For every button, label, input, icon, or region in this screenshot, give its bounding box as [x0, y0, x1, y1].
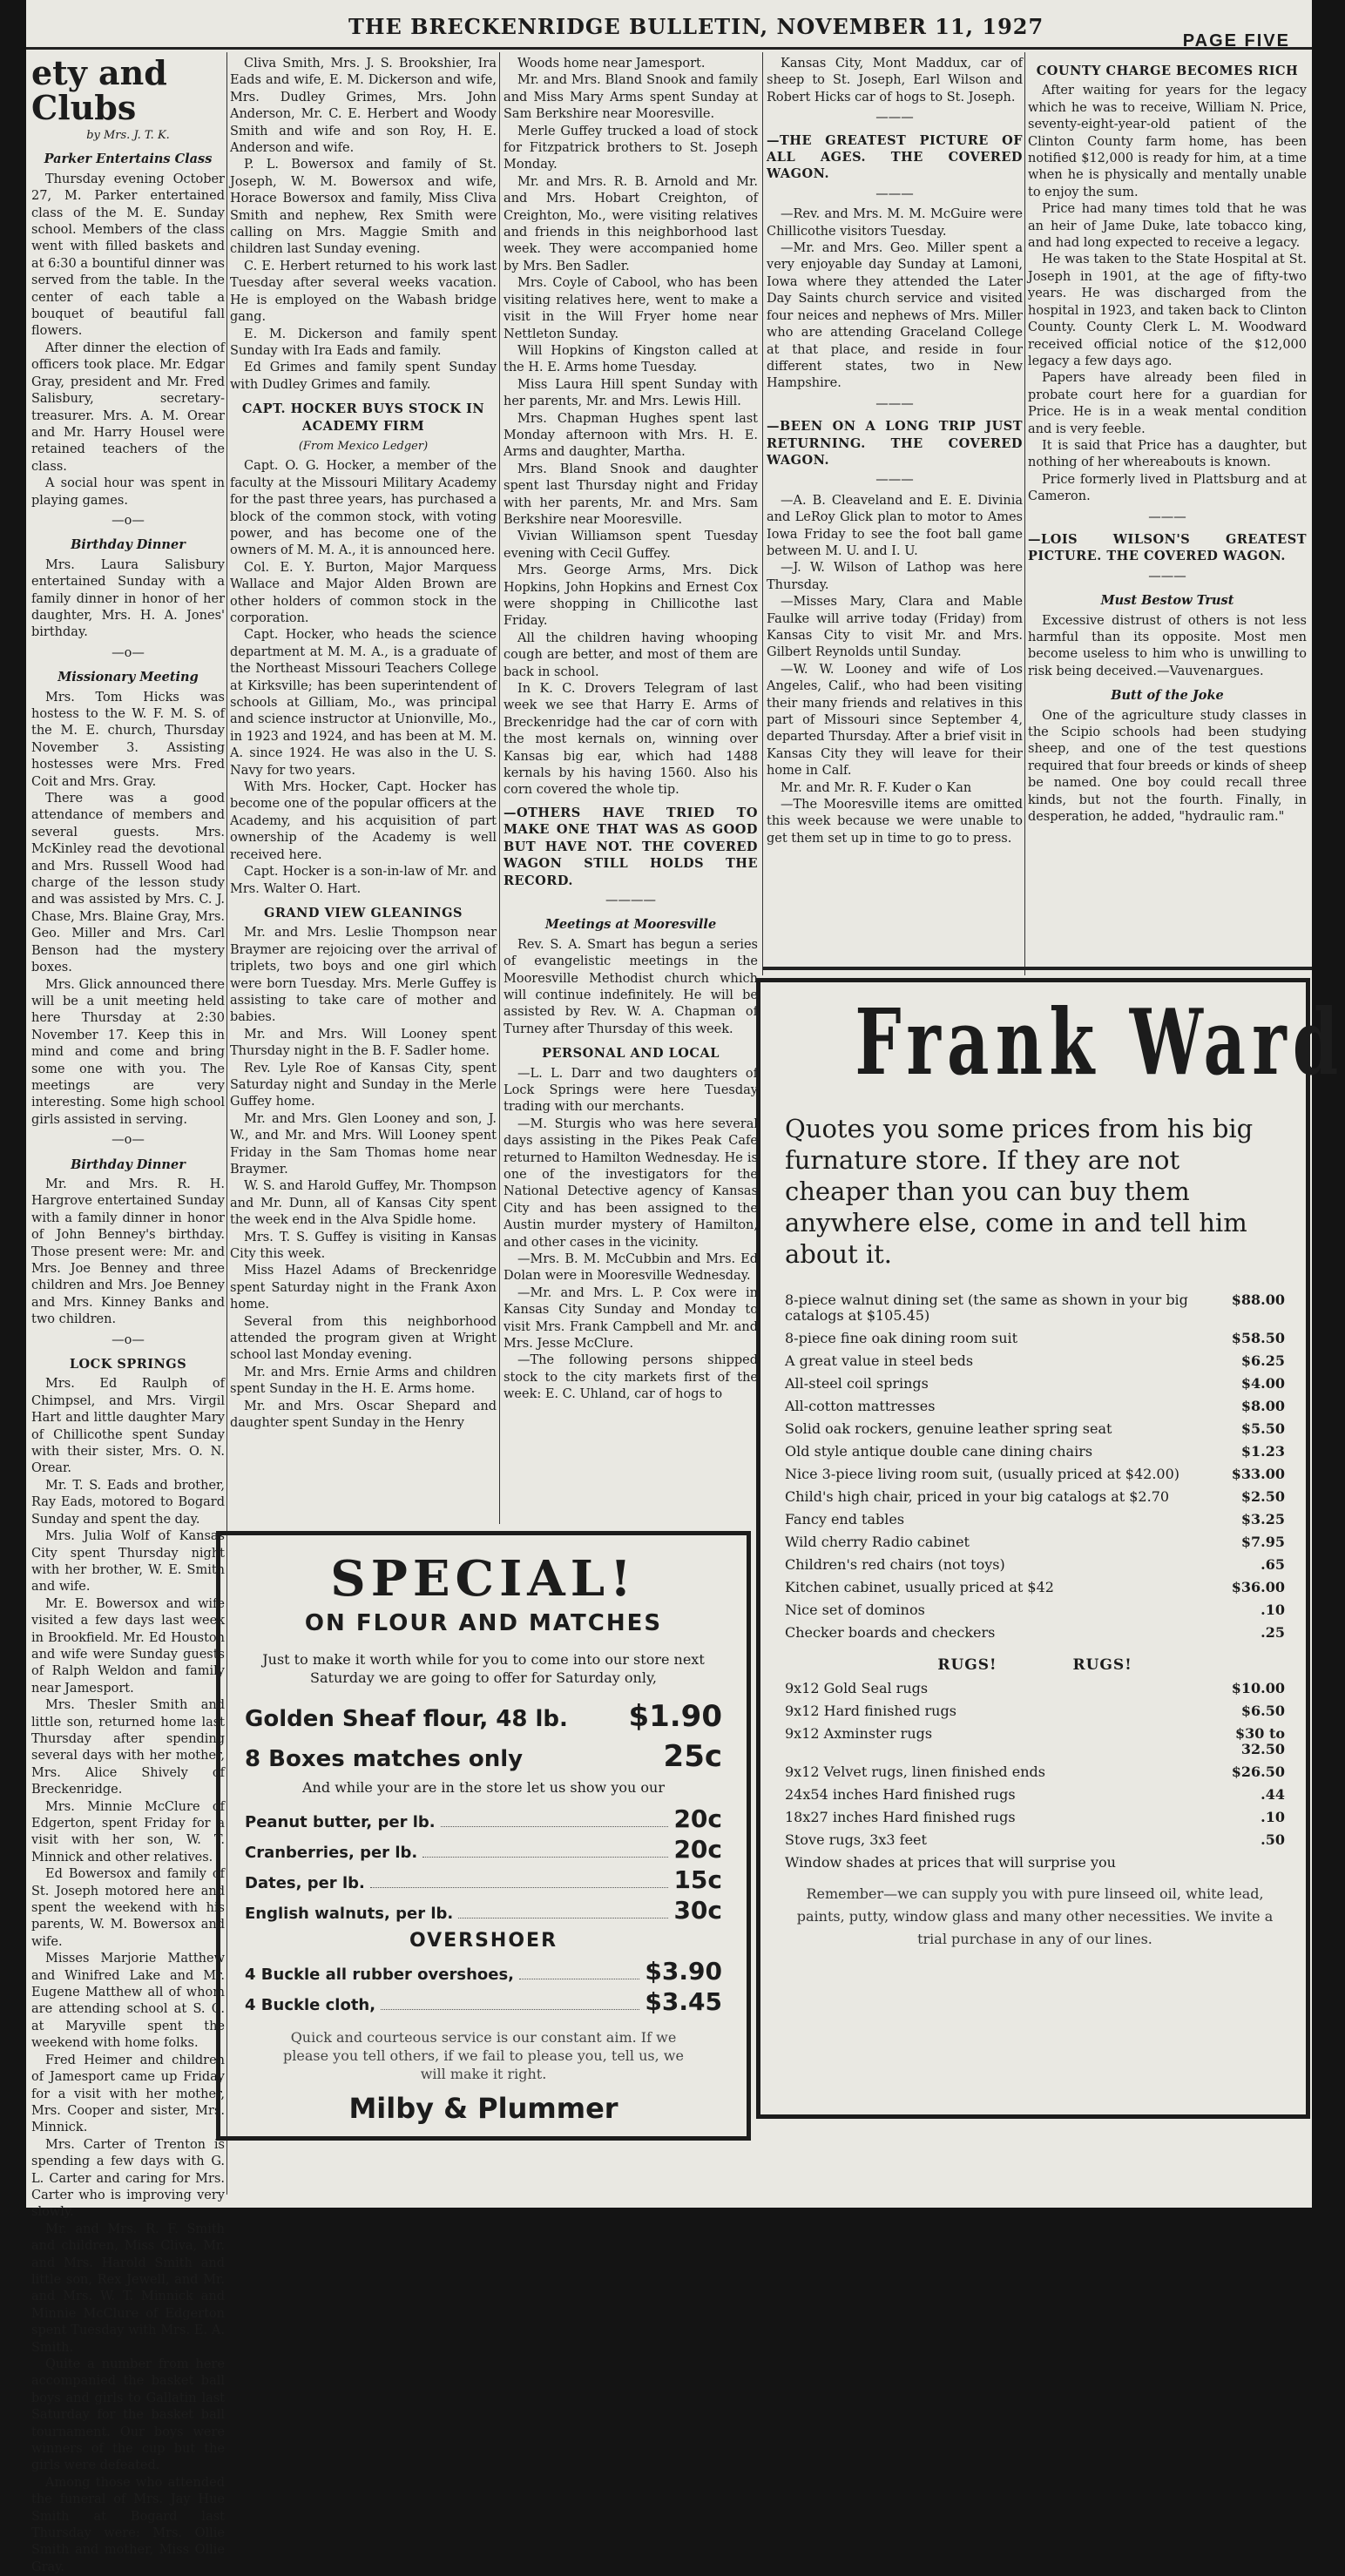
- item-price: $6.25: [1240, 1352, 1285, 1369]
- column-3: [504, 56, 758, 1532]
- special-ad: [216, 1531, 751, 2141]
- item-price: $58.50: [1231, 1330, 1285, 1346]
- item-price: $1.23: [1240, 1443, 1285, 1460]
- item-label: Child's high chair, priced in your big catalogs at $2.70: [785, 1488, 1170, 1505]
- rugs-heading-right: RUGS!: [1072, 1656, 1132, 1674]
- item-price: $4.00: [1240, 1375, 1285, 1392]
- special-item: [245, 1957, 722, 1986]
- special-main-item: [245, 1699, 722, 1734]
- article-heading: COUNTY CHARGE BECOMES RICH: [1036, 64, 1299, 78]
- paragraph: Col. E. Y. Burton, Major Marquess Wallace and Major Alden Brown are other holders of common stock in the corporation.: [230, 560, 497, 625]
- special-title: SPECIAL!: [330, 1550, 637, 1608]
- item-label: Fancy end tables: [785, 1511, 905, 1527]
- item-label: Old style antique double cane dining chairs: [785, 1443, 1093, 1460]
- paragraph: After dinner the election of officers took place. Mr. Edgar Gray, president and Mr. Fred Salisbury, secretary-treasurer. Mrs. A. M. Orear and Mr. Harry Housel were retained teachers of the class.: [31, 341, 225, 474]
- paragraph: Mrs. Thesler Smith and little son, returned home last Thursday after spending several days with her mother, Mrs. Alice Shively of Breckenridge.: [31, 1698, 225, 1797]
- article-heading: Birthday Dinner: [71, 1157, 186, 1172]
- item-label: Peanut butter, per lb.: [245, 1813, 436, 1831]
- leader: [370, 1887, 669, 1888]
- ward-item-row: [785, 1534, 1285, 1550]
- covered-wagon-notice: —BEEN ON A LONG TRIP JUST RETURNING. THE COVERED WAGON.: [767, 419, 1023, 468]
- divider: —o—: [112, 645, 145, 660]
- item-label: 9x12 Axminster rugs: [785, 1725, 933, 1742]
- ward-item-row: [785, 1399, 1285, 1414]
- paragraph: Mrs. Minnie McClure of Edgerton, spent Friday for a visit with her son, W. T. Minnick and other relatives.: [31, 1799, 225, 1865]
- item-price: $5.50: [1240, 1420, 1285, 1437]
- article-heading: Butt of the Joke: [1111, 688, 1224, 704]
- divider: ———: [875, 186, 914, 201]
- article-heading: LOCK SPRINGS: [69, 1357, 187, 1372]
- item-price: $3.45: [645, 1987, 722, 2016]
- paragraph: Cliva Smith, Mrs. J. S. Brookshier, Ira Eads and wife, E. M. Dickerson and wife, Mrs. Dudley Grimes, Mrs. John Anderson, Mr. C. E. Herbert and Woody Smith and wife and son Roy, H. E. Anderson and wife.: [230, 57, 497, 156]
- covered-wagon-notice: —THE GREATEST PICTURE OF ALL AGES. THE COVERED WAGON.: [767, 132, 1023, 182]
- paragraph: Mr. and Mrs. Oscar Shepard and daughter spent Sunday in the Henry: [230, 1399, 497, 1431]
- ward-tail: Remember—we can supply you with pure linseed oil, white lead, paints, putty, window glass and many other necessities. We invite a trial purchase in any of our lines.: [796, 1885, 1274, 1947]
- ward-item-row: [785, 1467, 1285, 1482]
- item-price: 20c: [673, 1804, 722, 1833]
- item-price: $88.00: [1231, 1291, 1285, 1308]
- item-price: $1.90: [628, 1699, 722, 1734]
- ward-item-row: [785, 1489, 1285, 1505]
- paragraph: Among those who attended the funeral of Mrs. Jay Hue Smith at Bogard last Thursday were: Mrs. Ollie Smith and mother, Miss Ollie Gray.: [31, 2475, 225, 2574]
- item-price: $6.50: [1240, 1703, 1285, 1719]
- paragraph: It is said that Price has a daughter, but nothing of her whereabouts is known.: [1028, 438, 1307, 470]
- ward-window-line: [785, 1855, 1285, 1871]
- column-4: [767, 56, 1023, 970]
- leader: [422, 1857, 668, 1858]
- covered-wagon-notice: —LOIS WILSON'S GREATEST PICTURE. THE COVERED WAGON.: [1028, 531, 1307, 564]
- item-price: .65: [1261, 1556, 1285, 1573]
- ward-item-row: [785, 1512, 1285, 1527]
- column-1: [31, 53, 225, 2574]
- paragraph: Mr. and Mrs. Leslie Thompson near Braymer are rejoicing over the arrival of triplets, two boys and one girl which were born Tuesday. Mrs. Merle Guffey is assisting to take care of mother and babies.: [230, 926, 497, 1025]
- ward-item-row: [785, 1292, 1285, 1324]
- item-price: $10.00: [1231, 1680, 1285, 1696]
- paragraph: —Misses Mary, Clara and Mable Faulke will arrive today (Friday) from Kansas City to visit Mr. and Mrs. Gilbert Reynolds until Sunday.: [767, 595, 1023, 660]
- ward-item-row: [785, 1602, 1285, 1618]
- special-item: [245, 1835, 722, 1864]
- special-item: [245, 1804, 722, 1833]
- special-mid-text: And while your are in the store let us show you our: [302, 1779, 665, 1796]
- item-label: Window shades at prices that will surprise you: [785, 1854, 1116, 1871]
- special-signature: Milby & Plummer: [348, 2092, 618, 2125]
- paragraph: Capt. Hocker, who heads the science department at M. M. A., is a graduate of the Northeast Missouri Teachers College at Kirksville; has been superintendent of schools at Gilliam, Mo., was principal and science instructor at Unionville, Mo., in 1923 and 1924, and has been at M. M. A. since 1924. He was also in the U. S. Navy for two years.: [230, 628, 497, 778]
- special-item: [245, 1865, 722, 1894]
- paragraph: Rev. Lyle Roe of Kansas City, spent Saturday night and Sunday in the Merle Guffey home.: [230, 1061, 497, 1109]
- frank-ward-ad: [756, 978, 1345, 2119]
- special-item: [245, 1987, 722, 2016]
- divider: ———: [875, 396, 914, 411]
- paragraph: He was taken to the State Hospital at St. Joseph in 1901, at the age of fifty-two years. He was discharged from the hospital in 1923, and taken back to Clinton County. County Clerk L. M. Woodward received official notice of the $12,000 legacy a few days ago.: [1028, 253, 1307, 368]
- ward-item-row: [785, 1787, 1285, 1803]
- article-heading: CAPT. HOCKER BUYS STOCK IN ACADEMY FIRM: [241, 401, 485, 434]
- paragraph: Fred Heimer and children of Jamesport came up Friday for a visit with her mother, Mrs. Cooper and sister, Mrs. Minnick.: [31, 2053, 225, 2135]
- paragraph: C. E. Herbert returned to his work last Tuesday after several weeks vacation. He is employed on the Wabash bridge gang.: [230, 259, 497, 325]
- page-number: PAGE FIVE: [1182, 31, 1290, 51]
- paragraph: Mr. and Mrs. Ernie Arms and children spent Sunday in the H. E. Arms home.: [230, 1365, 497, 1397]
- paragraph: Mrs. Glick announced there will be a unit meeting held here Thursday at 2:30 November 17. Keep this in mind and come and bring some one with you. The meetings are very interesting. Some high school girls assisted in serving.: [31, 977, 225, 1127]
- paragraph: Mr. and Mrs. R. B. Arnold and Mr. and Mrs. Hobart Creighton, of Creighton, Mo., were visiting relatives and friends in this neighborhood last week. They were accompanied home by Mrs. Ben Sadler.: [504, 174, 758, 273]
- item-price: .10: [1261, 1809, 1285, 1825]
- paragraph: —M. Sturgis who was here several days assisting in the Pikes Peak Cafe returned to Hamilton Wednesday. He is one of the investigators for the National Detective agency of Kansas City and has been assigned to the Austin murder mystery of Hamilton, and other cases in the vicinity.: [504, 1116, 758, 1250]
- item-price: 30c: [673, 1896, 722, 1925]
- paragraph: With Mrs. Hocker, Capt. Hocker has become one of the popular officers at the Academy, and his acquisition of part ownership of the Academy is well received here.: [230, 780, 497, 862]
- covered-wagon-notice: —OTHERS HAVE TRIED TO MAKE ONE THAT WAS AS GOOD BUT HAVE NOT. THE COVERED WAGON STILL HOLDS THE RECORD.: [504, 805, 758, 888]
- item-price: $7.95: [1240, 1534, 1285, 1550]
- item-price: $3.90: [645, 1957, 722, 1986]
- paragraph: Mr. and Mrs. Will Looney spent Thursday night in the B. F. Sadler home.: [230, 1027, 497, 1059]
- item-price: 20c: [673, 1835, 722, 1864]
- article-heading: Parker Entertains Class: [44, 152, 213, 167]
- paragraph: Mrs. George Arms, Mrs. Dick Hopkins, John Hopkins and Ernest Cox were shopping in Chillicothe last Friday.: [504, 563, 758, 629]
- paragraph: P. L. Bowersox and family of St. Joseph, W. M. Bowersox and wife, Horace Bowersox and family, Miss Cliva Smith and nephew, Rex Smith were calling on Mrs. Maggie Smith and children last Sunday evening.: [230, 158, 497, 257]
- ward-item-row: [785, 1764, 1285, 1780]
- ward-item-row: [785, 1810, 1285, 1825]
- paragraph: —Mr. and Mrs. Geo. Miller spent a very enjoyable day Sunday at Lamoni, Iowa where they attended the Later Day Saints church service and visited four neices and nephews of Mrs. Miller who are attending Graceland College at that place, and reside in four different states, two in New Hampshire.: [767, 241, 1023, 391]
- paragraph: Mr. and Mrs. R. H. Hargrove entertained Sunday with a family dinner in honor of John Benney's birthday. Those present were: Mr. and Mrs. Joe Benney and three children and Mrs. Joe Benney and Mrs. Kinney Banks and two children.: [31, 1177, 225, 1327]
- paragraph: Misses Marjorie Matthew and Winifred Lake and Mr. Eugene Matthew all of whom are attending school at S. C. at Maryville spent the weekend with home folks.: [31, 1952, 225, 2051]
- ward-item-row: [785, 1703, 1285, 1719]
- society-byline: by Mrs. J. T. K.: [86, 129, 170, 142]
- item-label: 8-piece fine oak dining room suit: [785, 1330, 1018, 1346]
- paragraph: Thursday evening October 27, M. Parker entertained class of the M. E. Sunday school. Members of the class went with filled baskets and at 6:30 a bountiful dinner was served from the table. In the center of each table a bouquet of beautiful fall flowers.: [31, 172, 225, 339]
- ward-name: Frank Ward: [855, 988, 1345, 1096]
- ward-item-row: [785, 1421, 1285, 1437]
- ward-item-row: [785, 1376, 1285, 1392]
- paragraph: Mr. and Mr. R. F. Kuder o Kan: [781, 780, 972, 795]
- item-price: .44: [1261, 1786, 1285, 1803]
- paragraph: Mr. and Mrs. Bland Snook and family and Miss Mary Arms spent Sunday at Sam Berkshire near Mooresville.: [504, 73, 758, 122]
- paragraph: Mr. and Mrs. R. F. Smith and children, Miss Cliva, Mr. and Mrs. Harold Smith and little son, Rex Jewell, and Mr. and Mrs. W. T. Minnick and Minnie McClure of Edgerton spent Tuesday with Mrs. E. A. Smith.: [31, 2222, 225, 2355]
- item-label: 4 Buckle all rubber overshoes,: [245, 1966, 515, 1984]
- article-heading: PERSONAL AND LOCAL: [542, 1046, 720, 1062]
- paragraph: W. S. and Harold Guffey, Mr. Thompson and Mr. Dunn, all of Kansas City spent the week end in the Alva Spidle home.: [230, 1179, 497, 1228]
- item-price: .10: [1261, 1602, 1285, 1618]
- paragraph: Mr. T. S. Eads and brother, Ray Eads, motored to Bogard Sunday and spent the day.: [31, 1478, 225, 1527]
- article-heading: Meetings at Mooresville: [544, 917, 717, 933]
- paragraph: Excessive distrust of others is not less harmful than its opposite. Most men become useless to him who is unwilling to risk being deceived.—Vauvenargues.: [1028, 613, 1307, 678]
- item-price: $30 to 32.50: [1234, 1725, 1285, 1757]
- special-closing: Quick and courteous service is our constant aim. If we please you tell others, if we fail to please you, tell us, we will make it right.: [283, 2029, 684, 2082]
- item-price: .25: [1261, 1624, 1285, 1641]
- divider: ————: [605, 893, 656, 907]
- special-subtitle: ON FLOUR AND MATCHES: [304, 1610, 663, 1636]
- section-rule: [763, 967, 1312, 970]
- paragraph: —Mrs. B. M. McCubbin and Mrs. Ed Dolan were in Mooresville Wednesday.: [504, 1252, 758, 1284]
- special-intro: Just to make it worth while for you to come into our store next Saturday we are going to offer for Saturday only,: [262, 1651, 705, 1686]
- special-main-item: [245, 1739, 722, 1774]
- paragraph: E. M. Dickerson and family spent Sunday with Ira Eads and family.: [230, 327, 497, 358]
- divider: —o—: [112, 513, 145, 528]
- column-rule: [499, 52, 500, 1524]
- paragraph: Mrs. Julia Wolf of Kansas City spent Thursday night with her brother, W. E. Smith and wife.: [31, 1529, 225, 1595]
- divider: ———: [875, 111, 914, 125]
- item-label: Kitchen cabinet, usually priced at $42: [785, 1579, 1054, 1595]
- article-source: (From Mexico Ledger): [298, 439, 429, 453]
- paragraph: —W. W. Looney and wife of Los Angeles, Calif., who had been visiting their many friends and relatives in this part of Missouri since September 4, departed Thursday. After a brief visit in Kansas City they will leave for their home in Calf.: [767, 662, 1023, 779]
- paragraph: Miss Hazel Adams of Breckenridge spent Saturday night in the Frank Axon home.: [230, 1264, 497, 1312]
- item-label: 9x12 Gold Seal rugs: [785, 1680, 929, 1696]
- ward-item-row: [785, 1444, 1285, 1460]
- divider: ———: [1148, 509, 1186, 524]
- item-label: A great value in steel beds: [785, 1352, 974, 1369]
- column-5: [1028, 56, 1307, 970]
- paragraph: Mrs. Coyle of Cabool, who has been visiting relatives here, went to make a visit in the Will Fryer home near Nettleton Sunday.: [504, 276, 758, 341]
- paragraph: Mrs. Carter of Trenton is spending a few days with G. L. Carter and caring for Mrs. Carter who is improving very slowly.: [31, 2137, 225, 2220]
- item-price: $8.00: [1240, 1398, 1285, 1414]
- paragraph: Mrs. Bland Snook and daughter spent last Thursday night and Friday with her parents, Mr. and Mrs. Sam Berkshire near Mooresville.: [504, 462, 758, 527]
- item-label: Golden Sheaf flour, 48 lb.: [245, 1706, 568, 1732]
- paragraph: In K. C. Drovers Telegram of last week we see that Harry E. Arms of Breckenridge had the car of corn with the most kernals on, winning over Kansas big ear, which had 1488 kernals by his having 1560. Also his corn covered the whole tip.: [504, 682, 758, 798]
- paragraph: —The Mooresville items are omitted this week because we were unable to get them set up in time to go to press.: [767, 798, 1023, 846]
- item-price: $33.00: [1231, 1466, 1285, 1482]
- item-label: 8 Boxes matches only: [245, 1746, 524, 1772]
- column-rule: [762, 52, 763, 975]
- item-label: Wild cherry Radio cabinet: [785, 1534, 970, 1550]
- item-label: 24x54 inches Hard finished rugs: [785, 1786, 1016, 1803]
- paragraph: Mr. and Mrs. Glen Looney and son, J. W., and Mr. and Mrs. Will Looney spent Friday in the Sam Thomas home near Braymer.: [230, 1111, 497, 1177]
- paragraph: Several from this neighborhood attended the program given at Wright school last Monday evening.: [230, 1314, 497, 1363]
- item-label: Children's red chairs (not toys): [785, 1556, 1005, 1573]
- newspaper-page: [26, 0, 1345, 2574]
- item-label: 18x27 inches Hard finished rugs: [785, 1809, 1016, 1825]
- leader: [458, 1918, 668, 1919]
- special-overshoe-heading: OVERSHOER: [409, 1930, 558, 1952]
- paragraph: Mrs. Laura Salisbury entertained Sunday with a family dinner in honor of her daughter, Mrs. H. A. Jones' birthday.: [31, 557, 225, 640]
- article-heading: GRAND VIEW GLEANINGS: [263, 905, 463, 920]
- paragraph: —Mr. and Mrs. L. P. Cox were in Kansas City Sunday and Monday to visit Mrs. Frank Campbell and Mr. and Mrs. Jesse McClure.: [504, 1285, 758, 1352]
- paragraph: Miss Laura Hill spent Sunday with her parents, Mr. and Mrs. Lewis Hill.: [504, 377, 758, 409]
- paragraph: Capt. Hocker is a son-in-law of Mr. and Mrs. Walter O. Hart.: [230, 865, 497, 896]
- paragraph: Ed Grimes and family spent Sunday with Dudley Grimes and family.: [230, 361, 497, 392]
- item-label: Cranberries, per lb.: [245, 1844, 418, 1862]
- item-label: Nice set of dominos: [785, 1602, 925, 1618]
- item-label: 9x12 Hard finished rugs: [785, 1703, 956, 1719]
- paragraph: Mrs. Ed Raulph of Chimpsel, and Mrs. Virgil Hart and little daughter Mary of Chillicothe spent Sunday with their sister, Mrs. O. N. Orear.: [31, 1377, 225, 1476]
- paragraph: Mr. E. Bowersox and wife visited a few days last week in Brookfield. Mr. Ed Houston and wife were Sunday guests of Ralph Weldon and family near Jamesport.: [31, 1596, 225, 1696]
- ward-rugs-heading: [785, 1656, 1285, 1674]
- item-label: 8-piece walnut dining set (the same as shown in your big catalogs at $105.45): [785, 1291, 1188, 1324]
- paragraph: All the children having whooping cough are better, and most of them are back in school.: [504, 631, 758, 679]
- paragraph: There was a good attendance of members and several guests. Mrs. McKinley read the devotional and Mrs. Russell Wood had charge of the lesson study and was assisted by Mrs. C. J. Chase, Mrs. Blaine Gray, Mrs. Geo. Miller and Mrs. Carl Benson had the mystery boxes.: [31, 792, 225, 975]
- ward-item-row: [785, 1580, 1285, 1595]
- item-label: Nice 3-piece living room suit, (usually priced at $42.00): [785, 1466, 1179, 1482]
- paragraph: Woods home near Jamesport.: [517, 57, 706, 71]
- paragraph: Quite a number from here accompanied the basket ball boys and girls to Gallatin last Saturday for the basket ball tournament. Our boys were winners of the cup but the girls were defeated.: [31, 2357, 225, 2473]
- item-price: $36.00: [1231, 1579, 1285, 1595]
- ward-item-row: [785, 1557, 1285, 1573]
- ward-item-row: [785, 1726, 1285, 1757]
- item-price: 15c: [673, 1865, 722, 1894]
- paragraph: —A. B. Cleaveland and E. E. Divinia and LeRoy Glick plan to motor to Ames Iowa Friday to see the foot ball game between M. U. and I. U.: [767, 493, 1023, 558]
- ward-item-row: [785, 1681, 1285, 1696]
- paragraph: —J. W. Wilson of Lathop was here Thursday.: [767, 561, 1023, 592]
- masthead: [26, 12, 1312, 50]
- column-2: [230, 56, 497, 1532]
- leader: [441, 1826, 669, 1827]
- ward-item-row: [785, 1625, 1285, 1641]
- column-rule: [1024, 52, 1025, 975]
- special-item: [245, 1896, 722, 1925]
- paragraph: A social hour was spent in playing games.: [31, 476, 225, 508]
- divider: —o—: [112, 1332, 145, 1347]
- item-price: $3.25: [1240, 1511, 1285, 1527]
- paragraph: Capt. O. G. Hocker, a member of the faculty at the Missouri Military Academy for the past three years, has purchased a block of the common stock, with voting power, and has become one of the owners of M. M. A., it is announced here.: [230, 459, 497, 558]
- item-label: 4 Buckle cloth,: [245, 1996, 376, 2014]
- item-price: .50: [1261, 1831, 1285, 1848]
- ward-price-list: [785, 1292, 1285, 1641]
- item-label: Dates, per lb.: [245, 1874, 365, 1892]
- ward-item-row: [785, 1331, 1285, 1346]
- ward-item-row: [785, 1832, 1285, 1848]
- leader: [381, 2009, 639, 2010]
- paragraph: Papers have already been filed in probate court here for a guardian for Price. He is in a weak mental condition and is very feeble.: [1028, 371, 1307, 436]
- item-label: English walnuts, per lb.: [245, 1905, 454, 1923]
- paragraph: Ed Bowersox and family of St. Joseph motored here and spent the weekend with his parents, W. M. Bowersox and wife.: [31, 1867, 225, 1949]
- paragraph: Will Hopkins of Kingston called at the H. E. Arms home Tuesday.: [504, 343, 758, 375]
- item-label: Stove rugs, 3x3 feet: [785, 1831, 927, 1848]
- item-label: 9x12 Velvet rugs, linen finished ends: [785, 1763, 1045, 1780]
- paragraph: One of the agriculture study classes in the Scipio schools had been studying sheep, and one of the test questions required that four breeds or kinds of sheep be named. One boy could recall three kinds, but not the fourth. Finally, in desperation, he added, "hydraulic ram.": [1028, 708, 1307, 825]
- item-label: Solid oak rockers, genuine leather spring seat: [785, 1420, 1112, 1437]
- article-heading: Birthday Dinner: [71, 537, 186, 553]
- divider: ———: [1148, 569, 1186, 583]
- item-price: $2.50: [1240, 1488, 1285, 1505]
- divider: —o—: [112, 1133, 145, 1148]
- ward-rug-list: [785, 1681, 1285, 1848]
- ward-item-row: [785, 1353, 1285, 1369]
- paragraph: Vivian Williamson spent Tuesday evening with Cecil Guffey.: [504, 529, 758, 561]
- society-heading: ety and Clubs: [31, 53, 167, 127]
- paragraph: Mrs. Chapman Hughes spent last Monday afternoon with Mrs. H. E. Arms and daughter, Martha.: [504, 411, 758, 460]
- item-label: All-cotton mattresses: [785, 1398, 936, 1414]
- paragraph: Rev. S. A. Smart has begun a series of evangelistic meetings in the Mooresville Methodist church which will continue indefinitely. He will be assisted by Rev. W. A. Chapman of Turney after Thursday of this week.: [504, 937, 758, 1036]
- paragraph: Mrs. T. S. Guffey is visiting in Kansas City this week.: [230, 1230, 497, 1262]
- paragraph: —The following persons shipped stock to the city markets first of the week: E. C. Uhland, car of hogs to: [504, 1353, 758, 1402]
- item-label: All-steel coil springs: [785, 1375, 929, 1392]
- divider: ———: [875, 473, 914, 488]
- article-heading: Missionary Meeting: [57, 670, 199, 685]
- item-price: 25c: [663, 1739, 722, 1774]
- item-label: Checker boards and checkers: [785, 1624, 996, 1641]
- paragraph: Price formerly lived in Plattsburg and at Cameron.: [1028, 472, 1307, 504]
- paragraph: —Rev. and Mrs. M. M. McGuire were Chillicothe visitors Tuesday.: [767, 207, 1023, 239]
- ward-lead: Quotes you some prices from his big furnature store. If they are not cheaper than you can buy them anywhere else, come in and tell him about it.: [785, 1114, 1254, 1269]
- paragraph: —L. L. Darr and two daughters of Lock Springs were here Tuesday trading with our merchants.: [504, 1066, 758, 1115]
- paragraph: After waiting for years for the legacy which he was to receive, William N. Price, seventy-eight-year-old patient of the Clinton County farm home, has been notified $12,000 is ready for him, at a time when he is physically and mentally unable to enjoy the sum.: [1028, 84, 1307, 199]
- paragraph: Mrs. Tom Hicks was hostess to the W. F. M. S. of the M. E. church, Thursday November 3. Assisting hostesses were Mrs. Fred Coit and Mrs. Gray.: [31, 690, 225, 789]
- masthead-title: THE BRECKENRIDGE BULLETIN, NOVEMBER 11, 1927: [348, 14, 1044, 39]
- paragraph: Kansas City, Mont Maddux, car of sheep to St. Joseph, Earl Wilson and Robert Hicks car of hogs to St. Joseph.: [767, 57, 1023, 105]
- rugs-heading-left: RUGS!: [937, 1656, 997, 1674]
- item-price: $26.50: [1231, 1763, 1285, 1780]
- article-heading: Must Bestow Trust: [1100, 593, 1234, 609]
- paragraph: Price had many times told that he was an heir of Jame Duke, late tobacco king, and had long expected to receive a legacy.: [1028, 202, 1307, 251]
- paragraph: Merle Guffey trucked a load of stock for Fitzpatrick brothers to St. Joseph Monday.: [504, 124, 758, 172]
